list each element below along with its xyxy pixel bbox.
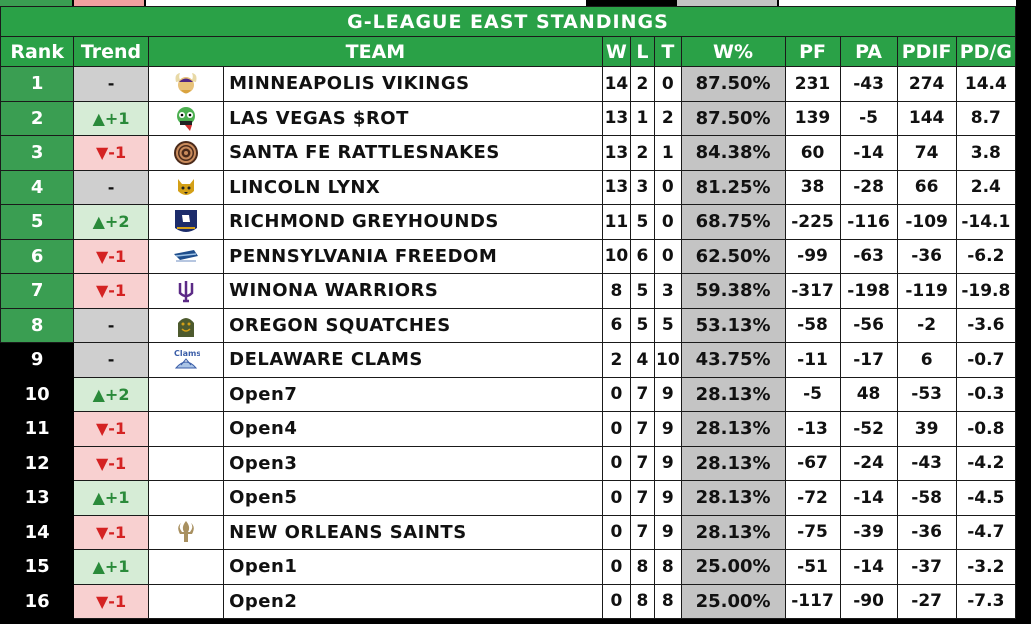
points-for-cell: -225 [785,205,840,240]
win-pct-cell: 53.13% [681,308,785,343]
standings-title: G-LEAGUE EAST STANDINGS [1,7,1016,37]
point-diff-per-game-cell: -0.8 [956,412,1015,447]
point-diff-per-game-cell: 8.7 [956,101,1015,136]
win-pct-cell: 87.50% [681,67,785,102]
losses-cell: 1 [630,101,654,136]
wins-cell: 0 [603,412,631,447]
points-for-cell: -72 [785,481,840,516]
points-for-cell: -67 [785,446,840,481]
wins-cell: 6 [603,308,631,343]
losses-cell: 7 [630,515,654,550]
team-name-cell: RICHMOND GREYHOUNDS [224,205,603,240]
trend-cell: ▼-1 [74,446,148,481]
rank-cell: 7 [1,274,74,309]
win-pct-cell: 43.75% [681,343,785,378]
point-diff-per-game-cell: -14.1 [956,205,1015,240]
team-logo-cell [148,308,223,343]
team-logo-cell [148,136,223,171]
team-logo-cell [148,67,223,102]
win-pct-cell: 28.13% [681,446,785,481]
trend-cell: ▼-1 [74,412,148,447]
team-logo-cell [148,101,223,136]
saints-logo-icon [172,518,200,546]
column-header-pf: PF [785,37,840,67]
points-against-cell: -14 [840,550,897,585]
win-pct-cell: 62.50% [681,239,785,274]
point-diff-cell: -36 [897,239,956,274]
rank-cell: 6 [1,239,74,274]
win-pct-cell: 87.50% [681,101,785,136]
wins-cell: 0 [603,584,631,619]
trend-cell: ▲+1 [74,101,148,136]
losses-cell: 5 [630,274,654,309]
table-row [1,170,1016,205]
squatches-logo-icon [172,311,200,339]
points-for-cell: -99 [785,239,840,274]
team-logo-cell [148,239,223,274]
team-name-cell: OREGON SQUATCHES [224,308,603,343]
point-diff-cell: -43 [897,446,956,481]
win-pct-cell: 84.38% [681,136,785,171]
points-against-cell: -28 [840,170,897,205]
points-against-cell: -39 [840,515,897,550]
losses-cell: 2 [630,136,654,171]
team-logo-cell [148,170,223,205]
table-row [1,377,1016,412]
points-for-cell: 139 [785,101,840,136]
column-header-team: TEAM [148,37,602,67]
wins-cell: 14 [603,67,631,102]
rank-cell: 13 [1,481,74,516]
team-logo-cell [148,274,223,309]
warriors-logo-icon [172,277,200,305]
trend-cell: ▲+1 [74,550,148,585]
trend-cell: - [74,343,148,378]
team-logo-cell [148,515,223,550]
team-name-cell: SANTA FE RATTLESNAKES [224,136,603,171]
column-header-w: W [603,37,631,67]
win-pct-cell: 28.13% [681,481,785,516]
wins-cell: 0 [603,481,631,516]
table-row [1,239,1016,274]
points-against-cell: -43 [840,67,897,102]
table-row [1,412,1016,447]
table-row [1,343,1016,378]
column-header-pa: PA [840,37,897,67]
team-name-cell: DELAWARE CLAMS [224,343,603,378]
vikings-logo-icon [172,70,200,98]
losses-cell: 7 [630,377,654,412]
points-against-cell: -90 [840,584,897,619]
column-header-trend: Trend [74,37,148,67]
point-diff-per-game-cell: 3.8 [956,136,1015,171]
point-diff-per-game-cell: 14.4 [956,67,1015,102]
trend-cell: - [74,67,148,102]
ties-cell: 9 [655,446,681,481]
point-diff-cell: -27 [897,584,956,619]
trend-cell: ▲+2 [74,377,148,412]
point-diff-cell: 274 [897,67,956,102]
points-for-cell: -317 [785,274,840,309]
ties-cell: 0 [655,170,681,205]
rot-logo-icon [172,104,200,132]
point-diff-per-game-cell: -4.5 [956,481,1015,516]
wins-cell: 0 [603,377,631,412]
losses-cell: 7 [630,446,654,481]
column-header-l: L [630,37,654,67]
wins-cell: 2 [603,343,631,378]
trend-cell: ▲+2 [74,205,148,240]
ties-cell: 9 [655,377,681,412]
team-logo-cell [148,446,223,481]
point-diff-per-game-cell: -6.2 [956,239,1015,274]
ties-cell: 9 [655,412,681,447]
team-name-cell: Open5 [224,481,603,516]
losses-cell: 2 [630,67,654,102]
rank-cell: 1 [1,67,74,102]
trend-cell: - [74,170,148,205]
ties-cell: 9 [655,515,681,550]
ties-cell: 0 [655,239,681,274]
points-for-cell: -5 [785,377,840,412]
point-diff-cell: -109 [897,205,956,240]
point-diff-cell: -53 [897,377,956,412]
rank-cell: 4 [1,170,74,205]
points-against-cell: -14 [840,136,897,171]
rank-cell: 15 [1,550,74,585]
team-logo-cell [148,550,223,585]
rank-cell: 16 [1,584,74,619]
trend-cell: ▼-1 [74,239,148,274]
trend-cell: - [74,308,148,343]
team-logo-cell [148,481,223,516]
table-row [1,515,1016,550]
trend-cell: ▼-1 [74,136,148,171]
points-against-cell: -52 [840,412,897,447]
points-for-cell: -58 [785,308,840,343]
win-pct-cell: 25.00% [681,550,785,585]
team-logo-cell [148,412,223,447]
column-header-t: T [655,37,681,67]
points-against-cell: -24 [840,446,897,481]
wins-cell: 0 [603,446,631,481]
losses-cell: 5 [630,308,654,343]
table-row [1,101,1016,136]
rank-cell: 5 [1,205,74,240]
wins-cell: 0 [603,550,631,585]
rank-cell: 8 [1,308,74,343]
point-diff-per-game-cell: -4.7 [956,515,1015,550]
point-diff-cell: 74 [897,136,956,171]
point-diff-per-game-cell: 2.4 [956,170,1015,205]
table-row [1,67,1016,102]
ties-cell: 8 [655,550,681,585]
rank-cell: 3 [1,136,74,171]
greyhounds-logo-icon [172,208,200,236]
points-for-cell: -117 [785,584,840,619]
points-against-cell: -116 [840,205,897,240]
ties-cell: 2 [655,101,681,136]
point-diff-per-game-cell: -0.3 [956,377,1015,412]
trend-cell: ▲+1 [74,481,148,516]
team-logo-cell [148,584,223,619]
team-logo-cell [148,377,223,412]
points-for-cell: 60 [785,136,840,171]
points-against-cell: -17 [840,343,897,378]
team-logo-cell [148,343,223,378]
freedom-logo-icon [172,242,200,270]
column-header-pdg: PD/G [956,37,1015,67]
team-logo-cell [148,205,223,240]
point-diff-per-game-cell: -0.7 [956,343,1015,378]
wins-cell: 10 [603,239,631,274]
trend-cell: ▼-1 [74,274,148,309]
team-name-cell: Open3 [224,446,603,481]
points-for-cell: -51 [785,550,840,585]
rank-cell: 11 [1,412,74,447]
point-diff-per-game-cell: -3.6 [956,308,1015,343]
rank-cell: 10 [1,377,74,412]
ties-cell: 5 [655,308,681,343]
wins-cell: 0 [603,515,631,550]
team-name-cell: Open2 [224,584,603,619]
losses-cell: 4 [630,343,654,378]
team-name-cell: Open7 [224,377,603,412]
table-row [1,274,1016,309]
team-name-cell: LAS VEGAS $ROT [224,101,603,136]
win-pct-cell: 59.38% [681,274,785,309]
points-for-cell: -75 [785,515,840,550]
points-against-cell: -198 [840,274,897,309]
standings-table [0,6,1016,619]
points-for-cell: 38 [785,170,840,205]
team-name-cell: MINNEAPOLIS VIKINGS [224,67,603,102]
point-diff-cell: -58 [897,481,956,516]
point-diff-cell: -2 [897,308,956,343]
points-against-cell: -14 [840,481,897,516]
losses-cell: 8 [630,584,654,619]
table-row [1,481,1016,516]
points-for-cell: 231 [785,67,840,102]
rank-cell: 9 [1,343,74,378]
wins-cell: 13 [603,136,631,171]
ties-cell: 8 [655,584,681,619]
losses-cell: 6 [630,239,654,274]
ties-cell: 1 [655,136,681,171]
trend-cell: ▼-1 [74,515,148,550]
point-diff-per-game-cell: -3.2 [956,550,1015,585]
point-diff-cell: 144 [897,101,956,136]
losses-cell: 7 [630,412,654,447]
rank-cell: 14 [1,515,74,550]
team-name-cell: Open4 [224,412,603,447]
points-against-cell: -63 [840,239,897,274]
losses-cell: 3 [630,170,654,205]
win-pct-cell: 28.13% [681,377,785,412]
lynx-logo-icon [172,173,200,201]
point-diff-per-game-cell: -19.8 [956,274,1015,309]
point-diff-per-game-cell: -7.3 [956,584,1015,619]
wins-cell: 8 [603,274,631,309]
team-name-cell: LINCOLN LYNX [224,170,603,205]
table-row [1,584,1016,619]
point-diff-per-game-cell: -4.2 [956,446,1015,481]
team-name-cell: PENNSYLVANIA FREEDOM [224,239,603,274]
points-for-cell: -11 [785,343,840,378]
win-pct-cell: 68.75% [681,205,785,240]
points-against-cell: 48 [840,377,897,412]
losses-cell: 7 [630,481,654,516]
point-diff-cell: -119 [897,274,956,309]
column-header-pdif: PDIF [897,37,956,67]
svg-text:Clams: Clams [173,348,200,358]
points-against-cell: -56 [840,308,897,343]
wins-cell: 11 [603,205,631,240]
ties-cell: 3 [655,274,681,309]
table-row [1,136,1016,171]
losses-cell: 8 [630,550,654,585]
rank-cell: 2 [1,101,74,136]
points-against-cell: -5 [840,101,897,136]
wins-cell: 13 [603,170,631,205]
table-row [1,205,1016,240]
team-name-cell: NEW ORLEANS SAINTS [224,515,603,550]
point-diff-cell: 66 [897,170,956,205]
win-pct-cell: 25.00% [681,584,785,619]
losses-cell: 5 [630,205,654,240]
win-pct-cell: 81.25% [681,170,785,205]
column-header-rank: Rank [1,37,74,67]
ties-cell: 0 [655,67,681,102]
point-diff-cell: -36 [897,515,956,550]
trend-cell: ▼-1 [74,584,148,619]
point-diff-cell: 39 [897,412,956,447]
ties-cell: 0 [655,205,681,240]
rank-cell: 12 [1,446,74,481]
clams-logo-icon [172,346,200,374]
rattlesnakes-logo-icon [172,139,200,167]
ties-cell: 9 [655,481,681,516]
point-diff-cell: 6 [897,343,956,378]
points-for-cell: -13 [785,412,840,447]
table-row [1,446,1016,481]
win-pct-cell: 28.13% [681,412,785,447]
team-name-cell: Open1 [224,550,603,585]
wins-cell: 13 [603,101,631,136]
ties-cell: 10 [655,343,681,378]
point-diff-cell: -37 [897,550,956,585]
win-pct-cell: 28.13% [681,515,785,550]
table-row [1,308,1016,343]
column-header-pct: W% [681,37,785,67]
table-row [1,550,1016,585]
team-name-cell: WINONA WARRIORS [224,274,603,309]
